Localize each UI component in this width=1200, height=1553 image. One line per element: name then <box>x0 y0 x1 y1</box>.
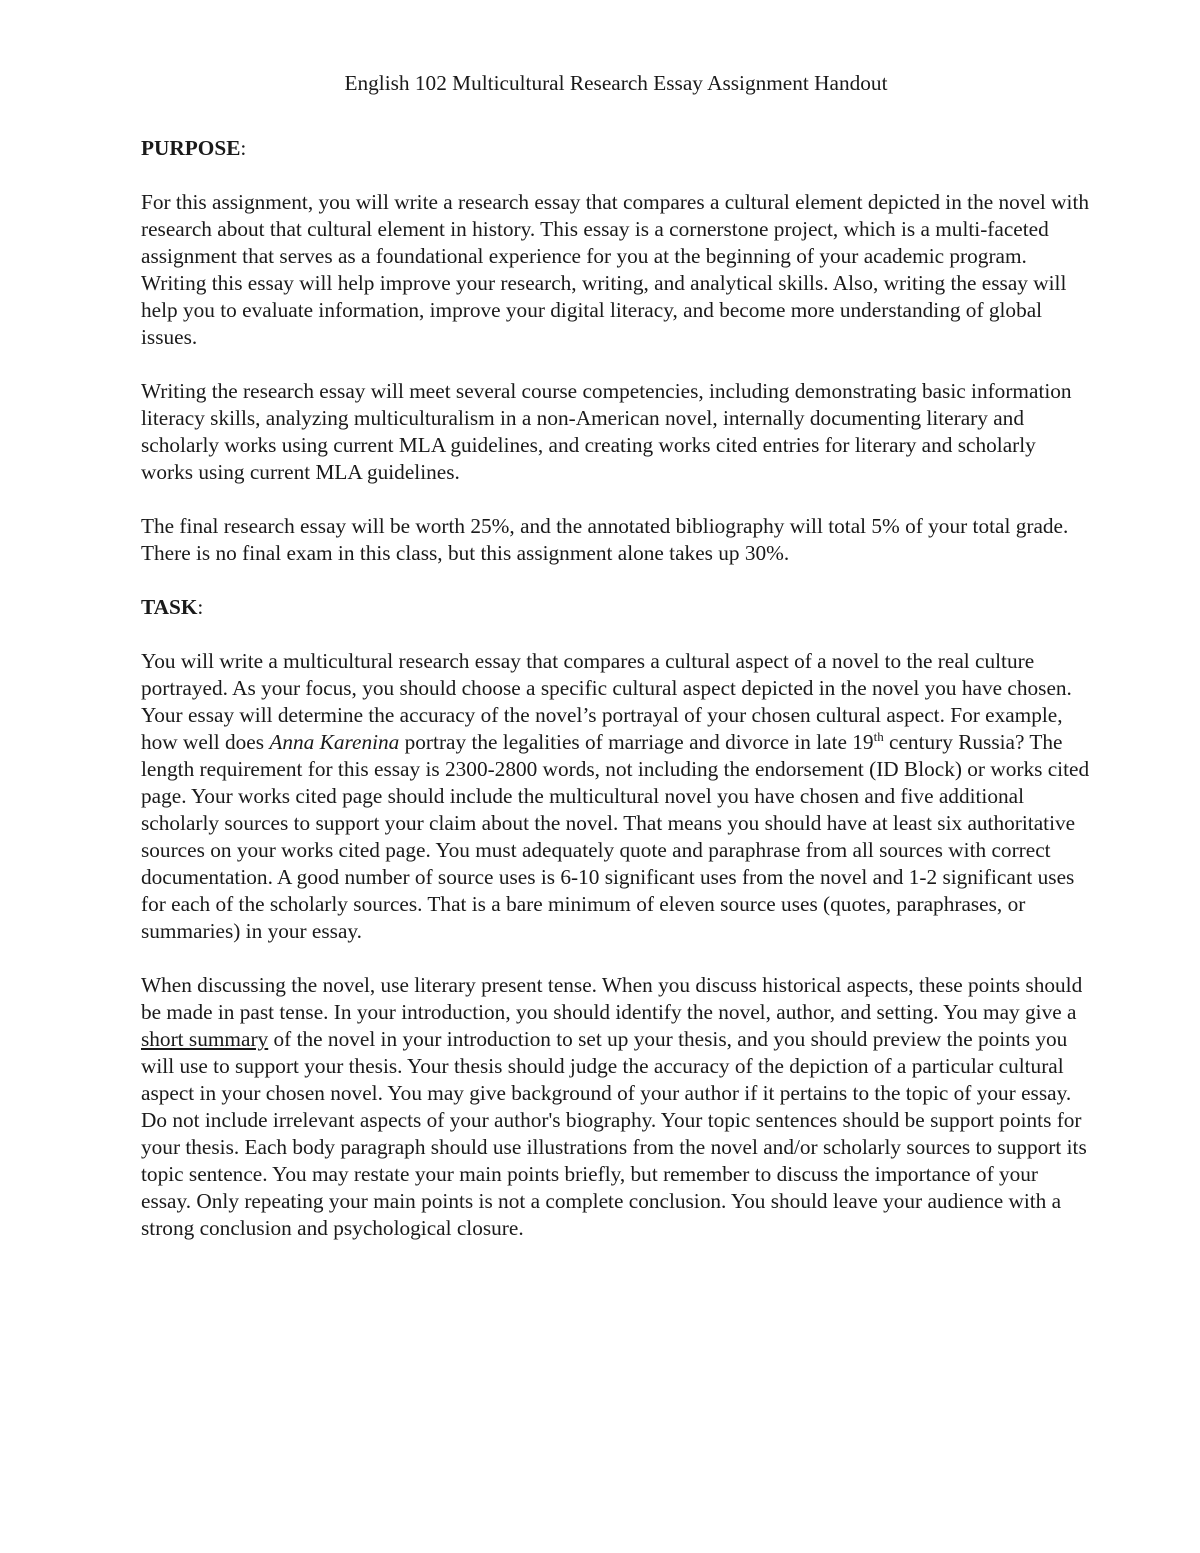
task-heading <box>141 594 1091 621</box>
purpose-paragraph-1: For this assignment, you will write a research essay that compares a cultural element depicted in the novel with research about that cultural element in history. This essay is a cornerstone project, which is a multi-faceted assignment that serves as a foundational experience for you at the beginning of your academic program. Writing this essay will help improve your research, writing, and analytical skills. Also, writing the essay will help you to evaluate information, improve your digital literacy, and become more understanding of global issues. <box>141 190 1090 349</box>
task-heading-colon: : <box>197 595 204 619</box>
task-p1-text-c: century Russia? The length requirement for this essay is 2300-2800 words, not including the endorsement (ID Block) or works cited page. Your works cited page should include the multicultural novel you have chosen and five additional scholarly sources to support your claim about the novel. That means you should have at least six authoritative sources on your works cited page. You must adequately quote and paraphrase from all sources with correct documentation. A good number of source uses is 6-10 significant uses from the novel and 1-2 significant uses for each of the scholarly sources. That is a bare minimum of eleven source uses (quotes, paraphrases, or summaries) in your essay. <box>141 730 1090 943</box>
task-p2-text-b: of the novel in your introduction to set up your thesis, and you should preview the points you will use to support your thesis. Your thesis should judge the accuracy of the depiction of a particular cultural aspect in your chosen novel. You may give background of your author if it pertains to the topic of your essay. Do not include irrelevant aspects of your author's biography. Your topic sentences should be support points for your thesis. Each body paragraph should use illustrations from the novel and/or scholarly sources to support its topic sentence. You may restate your main points briefly, but remember to discuss the importance of your essay. Only repeating your main points is not a complete conclusion. You should leave your audience with a strong conclusion and psychological closure. <box>141 1027 1087 1240</box>
task-p2-text-a: When discussing the novel, use literary present tense. When you discuss historical aspects, these points should be made in past tense. In your introduction, you should identify the novel, author, and setting. You may give a <box>141 973 1083 1024</box>
purpose-heading-text: PURPOSE <box>141 136 241 160</box>
short-summary-underline: short summary <box>141 1027 269 1051</box>
document-title: English 102 Multicultural Research Essay Assignment Handout <box>344 71 888 95</box>
purpose-paragraph-3: The final research essay will be worth 25%, and the annotated bibliography will total 5% of your total grade. There is no final exam in this class, but this assignment alone takes up 30%. <box>141 514 1069 565</box>
task-paragraph-2 <box>141 972 1091 1242</box>
document-page <box>141 70 1091 1269</box>
purpose-heading-colon: : <box>240 136 247 160</box>
task-p1-text-a: You will write a multicultural research essay that compares a cultural aspect of a novel to the real culture portrayed. As your focus, you should choose a specific cultural aspect depicted in the novel you have chosen. Your essay will determine the accuracy of the novel’s portrayal of your chosen cultural aspect. For example, how well does <box>141 649 1072 754</box>
novel-title-italic: Anna Karenina <box>269 730 400 754</box>
ordinal-superscript: th <box>873 729 884 744</box>
task-paragraph-1 <box>141 648 1091 945</box>
task-heading-text: TASK <box>141 595 198 619</box>
purpose-heading <box>141 135 1091 162</box>
task-p1-text-b: portray the legalities of marriage and divorce in late 19 <box>399 730 874 754</box>
purpose-paragraph-2: Writing the research essay will meet several course competencies, including demonstrating basic information literacy skills, analyzing multiculturalism in a non-American novel, internally documenting literary and scholarly works using current MLA guidelines, and creating works cited entries for literary and scholarly works using current MLA guidelines. <box>141 379 1072 484</box>
